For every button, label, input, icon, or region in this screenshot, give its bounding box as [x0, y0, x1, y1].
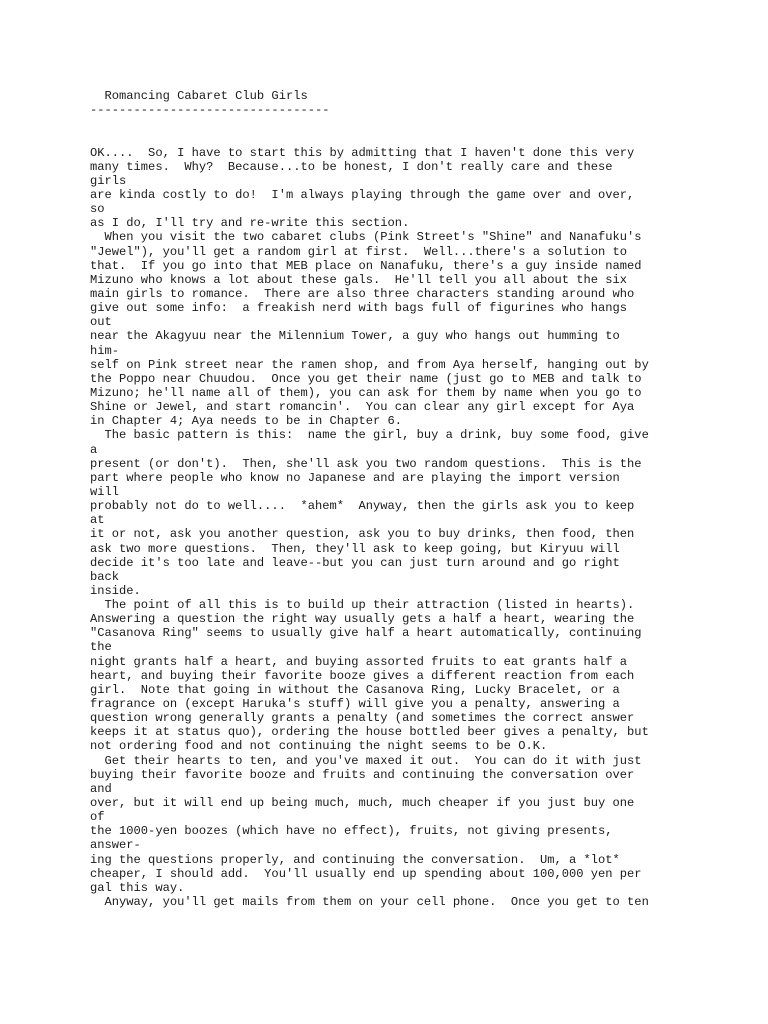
text-line: a — [90, 442, 98, 457]
text-line: "Jewel"), you'll get a random girl at first. Well...there's a solution to — [90, 244, 628, 259]
title-underline: --------------------------------- — [90, 103, 330, 118]
text-line: will — [90, 484, 120, 499]
text-line: girl. Note that going in without the Casanova Ring, Lucky Bracelet, or a — [90, 682, 620, 697]
text-line: near the Akagyuu near the Milennium Tower, a guy who hangs out humming to — [90, 329, 620, 344]
text-line: many times. Why? Because...to be honest, I don't really care and these — [90, 159, 613, 174]
text-line: keeps it at status quo), ordering the house bottled beer gives a penalty, but — [90, 725, 649, 740]
text-line — [90, 117, 760, 131]
text-line: that. If you go into that MEB place on Nanafuku, there's a guy inside named — [90, 258, 642, 273]
text-line: it or not, ask you another question, ask you to buy drinks, then food, then — [90, 527, 635, 542]
text-line: Answering a question the right way usually gets a half a heart, wearing the — [90, 612, 635, 627]
text-line: are kinda costly to do! I'm always playing through the game over and over, — [90, 187, 635, 202]
text-line: the — [90, 640, 112, 655]
text-line: "Casanova Ring" seems to usually give half a heart automatically, continuing — [90, 626, 642, 641]
text-line — [90, 131, 760, 145]
text-line: Anyway, you'll get mails from them on your cell phone. Once you get to ten — [90, 895, 649, 910]
text-line: girls — [90, 173, 127, 188]
text-line: part where people who know no Japanese and are playing the import version — [90, 470, 620, 485]
document-title: Romancing Cabaret Club Girls — [90, 89, 308, 103]
text-line: gal this way. — [90, 880, 185, 895]
text-line: Shine or Jewel, and start romancin'. You can clear any girl except for Aya — [90, 400, 635, 415]
text-line: Get their hearts to ten, and you've maxed it out. You can do it with just — [90, 753, 642, 768]
text-line: main girls to romance. There are also three characters standing around who — [90, 286, 635, 301]
text-line: self on Pink street near the ramen shop, and from Aya herself, hanging out by — [90, 357, 649, 372]
text-line: OK.... So, I have to start this by admitting that I haven't done this very — [90, 145, 635, 160]
text-line: ing the questions properly, and continuing the conversation. Um, a *lot* — [90, 852, 620, 867]
text-line: at — [90, 513, 105, 528]
text-line: heart, and buying their favorite booze gives a different reaction from each — [90, 668, 635, 683]
text-line: answer- — [90, 838, 141, 853]
text-line: night grants half a heart, and buying assorted fruits to eat grants half a — [90, 654, 628, 669]
text-line: When you visit the two cabaret clubs (Pink Street's "Shine" and Nanafuku's — [90, 230, 642, 245]
text-line: of — [90, 810, 105, 825]
text-line: not ordering food and not continuing the night seems to be O.K. — [90, 739, 548, 754]
text-line: Mizuno who knows a lot about these gals. He'll tell you all about the six — [90, 272, 628, 287]
text-line: decide it's too late and leave--but you can just turn around and go right — [90, 555, 620, 570]
text-line: over, but it will end up being much, much, much cheaper if you just buy one — [90, 796, 635, 811]
text-line: as I do, I'll try and re-write this section. — [90, 216, 410, 231]
text-line: fragrance on (except Haruka's stuff) will give you a penalty, answering a — [90, 697, 620, 712]
text-line: inside. — [90, 583, 141, 598]
text-line: out — [90, 315, 112, 330]
text-line: Mizuno; he'll name all of them), you can ask for them by name when you go to — [90, 385, 642, 400]
text-line: the Poppo near Chuudou. Once you get their name (just go to MEB and talk to — [90, 371, 642, 386]
text-line: probably not do to well.... *ahem* Anyway, then the girls ask you to keep — [90, 499, 635, 514]
text-line: present (or don't). Then, she'll ask you two random questions. This is the — [90, 456, 642, 471]
text-line: back — [90, 569, 120, 584]
text-line: the 1000-yen boozes (which have no effect), fruits, not giving presents, — [90, 824, 613, 839]
text-line: give out some info: a freakish nerd with bags full of figurines who hangs — [90, 301, 628, 316]
text-line: him- — [90, 343, 120, 358]
text-line: so — [90, 202, 105, 217]
document-body — [90, 89, 760, 909]
text-line: buying their favorite booze and fruits and continuing the conversation over — [90, 767, 635, 782]
text-line: The point of all this is to build up their attraction (listed in hearts). — [90, 598, 635, 613]
text-line: question wrong generally grants a penalty (and sometimes the correct answer — [90, 711, 635, 726]
text-line: cheaper, I should add. You'll usually end up spending about 100,000 yen per — [90, 866, 642, 881]
text-line: and — [90, 781, 112, 796]
text-line: ask two more questions. Then, they'll ask to keep going, but Kiryuu will — [90, 541, 620, 556]
text-line: The basic pattern is this: name the girl, buy a drink, buy some food, give — [90, 428, 649, 443]
text-line: in Chapter 4; Aya needs to be in Chapter 6. — [90, 414, 403, 429]
